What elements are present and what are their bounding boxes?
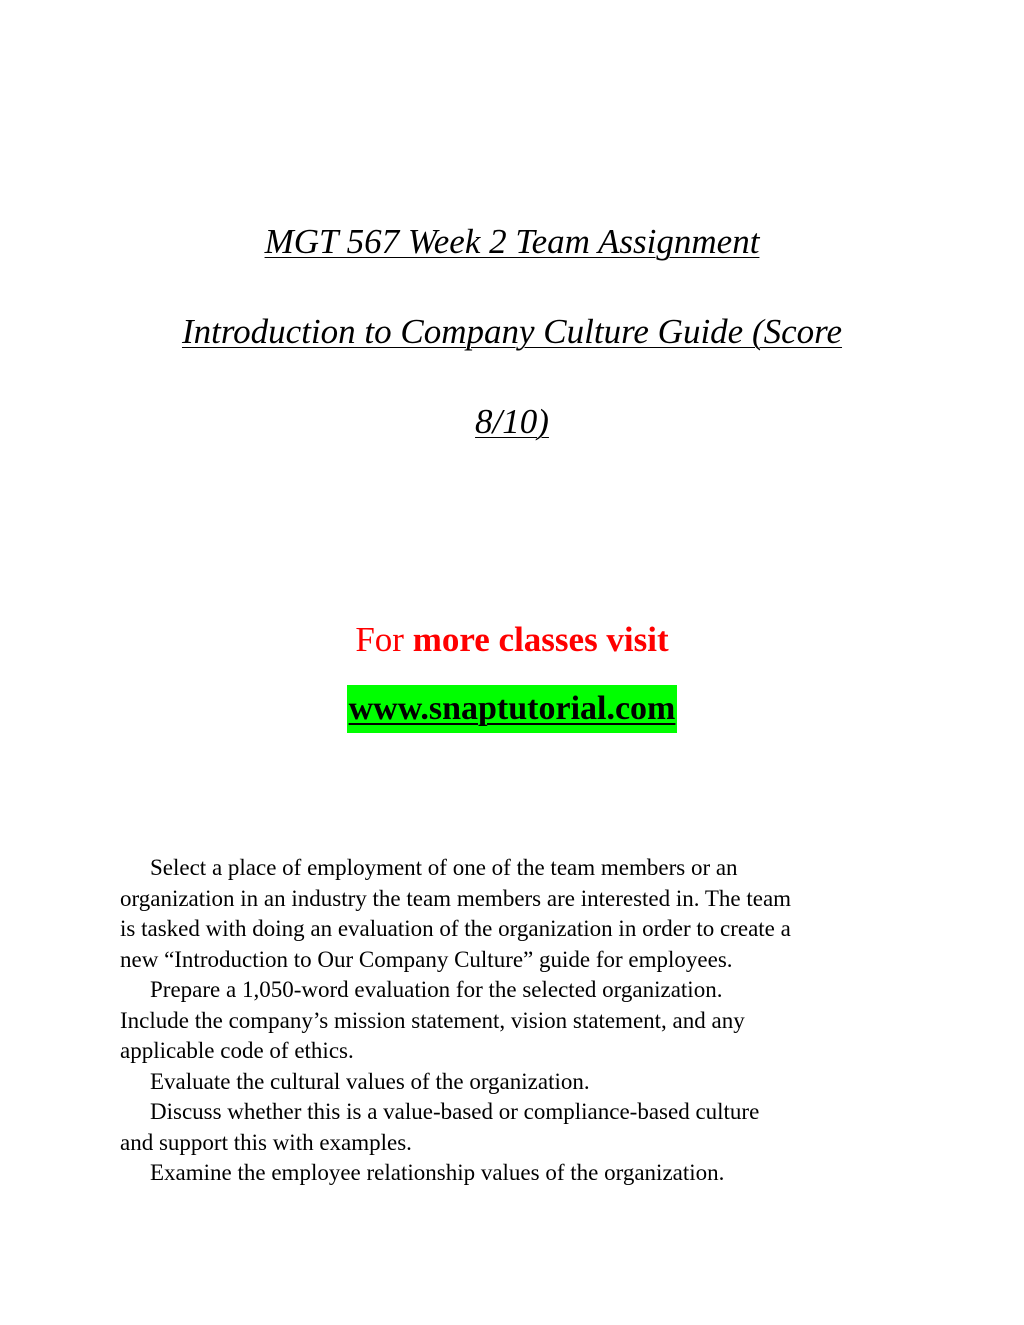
body-line: Evaluate the cultural values of the organization.: [150, 1068, 590, 1094]
promo-prefix: For: [355, 620, 413, 659]
title-line-2-text: Introduction to Company Culture Guide (Score: [181, 312, 843, 351]
body-line: new “Introduction to Our Company Culture” guide for employees.: [120, 946, 733, 972]
body-line: Prepare a 1,050-word evaluation for the selected organization.: [150, 977, 723, 1002]
body-line: applicable code of ethics.: [120, 1038, 354, 1063]
website-link[interactable]: www.snaptutorial.com: [347, 685, 678, 733]
body-line: Select a place of employment of one of the team members or an: [150, 855, 738, 880]
title-line-1: [0, 221, 1024, 263]
title-line-3-text: 8/10): [475, 402, 549, 441]
promo-line: [0, 618, 1024, 662]
body-line: is tasked with doing an evaluation of the organization in order to create a: [120, 916, 791, 941]
body-line: organization in an industry the team members are interested in. The team: [120, 885, 792, 911]
body-line: Include the company’s mission statement, vision statement, and any: [120, 1007, 745, 1033]
body-line: Examine the employee relationship values of the organization.: [150, 1160, 725, 1185]
body-line: and support this with examples.: [120, 1129, 412, 1155]
title-line-3: [0, 401, 1024, 443]
promo-emphasis: more classes visit: [412, 620, 669, 659]
title-line-1-text: MGT 567 Week 2 Team Assignment: [264, 222, 760, 261]
assignment-description: [120, 853, 920, 1189]
website-link-wrap: [0, 685, 1024, 733]
title-line-2: [0, 311, 1024, 353]
body-line: Discuss whether this is a value-based or compliance-based culture: [150, 1099, 760, 1124]
